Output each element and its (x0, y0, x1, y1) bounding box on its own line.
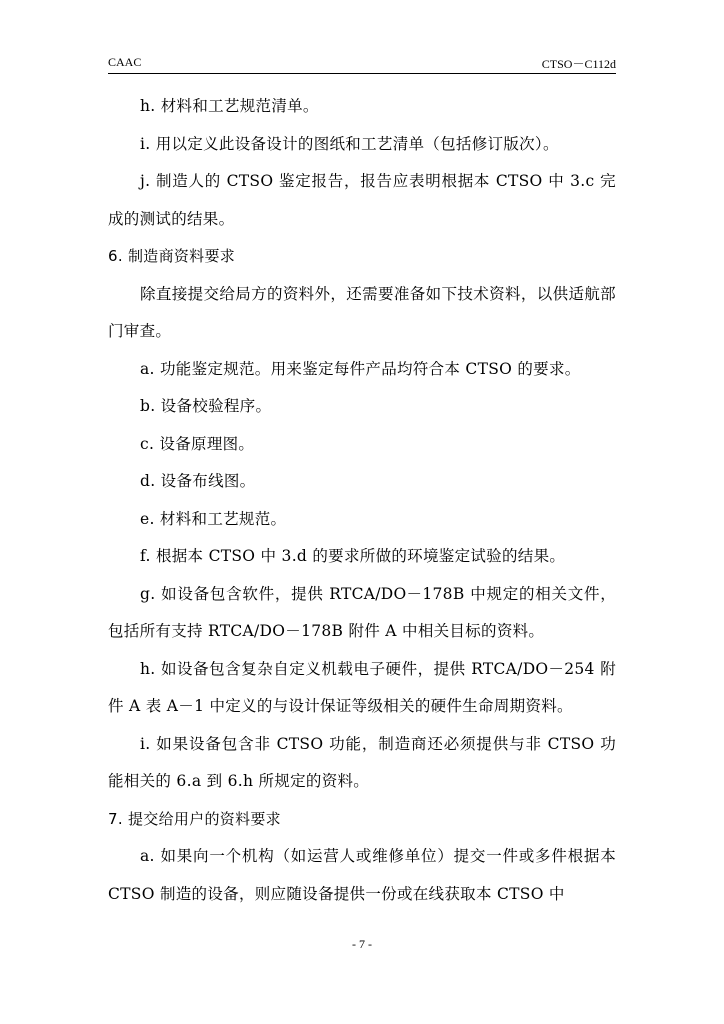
page-header (108, 55, 616, 74)
item-6g: g. 如设备包含软件，提供 RTCA/DO－178B 中规定的相关文件，包括所有支持 RTCA/DO－178B 附件 A 中相关目标的资料。 (108, 584, 616, 640)
document-body (108, 88, 616, 913)
section-6-intro: 除直接提交给局方的资料外，还需要准备如下技术资料，以供适航部门审查。 (108, 284, 616, 340)
header-org: CAAC (108, 55, 142, 69)
item-5j: j. 制造人的 CTSO 鉴定报告，报告应表明根据本 CTSO 中 3.c 完成的测试的结果。 (108, 172, 616, 228)
page-number: - 7 - (352, 937, 372, 951)
item-6b: b. 设备校验程序。 (140, 397, 272, 415)
item-6h: h. 如设备包含复杂自定义机载电子硬件，提供 RTCA/DO－254 附件 A 表 A－1 中定义的与设计保证等级相关的硬件生命周期资料。 (108, 659, 616, 715)
item-6c: c. 设备原理图。 (140, 434, 255, 453)
item-6d: d. 设备布线图。 (140, 472, 256, 490)
item-5i: i. 用以定义此设备设计的图纸和工艺清单（包括修订版次）。 (140, 134, 559, 153)
item-6f: f. 根据本 CTSO 中 3.d 的要求所做的环境鉴定试验的结果。 (140, 547, 566, 565)
item-6a: a. 功能鉴定规范。用来鉴定每件产品均符合本 CTSO 的要求。 (140, 359, 581, 378)
item-6i: i. 如果设备包含非 CTSO 功能，制造商还必须提供与非 CTSO 功能相关的 6.a 到 6.h 所规定的资料。 (108, 734, 616, 790)
header-doc-id: CTSO－C112d (541, 57, 616, 71)
item-7a: a. 如果向一个机构（如运营人或维修单位）提交一件或多件根据本 CTSO 制造的设备，则应随设备提供一份或在线获取本 CTSO 中 (108, 847, 616, 903)
section-7-heading: 7. 提交给用户的资料要求 (108, 809, 281, 828)
item-5h: h. 材料和工艺规范清单。 (140, 97, 319, 115)
section-6-heading: 6. 制造商资料要求 (108, 247, 236, 265)
item-6e: e. 材料和工艺规范。 (140, 509, 287, 528)
